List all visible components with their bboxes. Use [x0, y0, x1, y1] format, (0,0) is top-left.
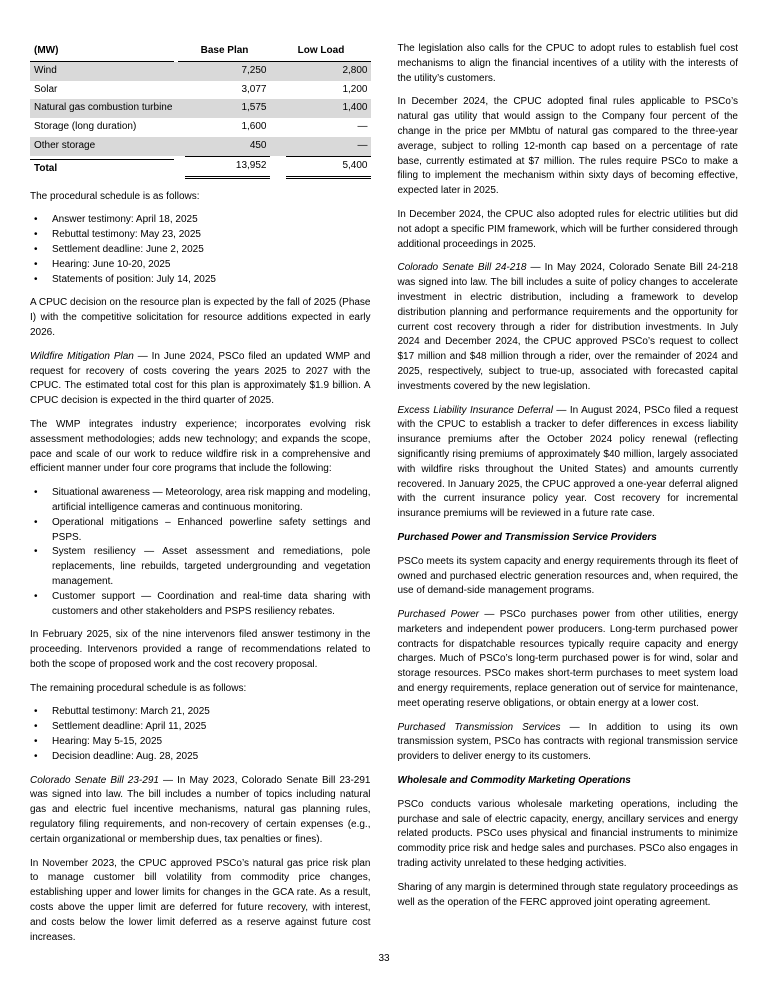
- bullet-item: • Hearing: June 10-20, 2025: [30, 258, 371, 273]
- table-row: [30, 137, 371, 156]
- row-value: —: [357, 121, 368, 133]
- paragraph: [398, 404, 739, 522]
- paragraph-lead: Wildfire Mitigation Plan: [30, 350, 134, 362]
- paragraph: The WMP integrates industry experience; incorporates evolving risk assessment methodologies; adds new technology; and expands the scope, pace and scale of our work to reduce wildfire risk in a comprehensive and efficient manner under four core programs that include the following:: [30, 418, 371, 475]
- row-label-cell: [30, 81, 178, 100]
- paragraph: [30, 350, 371, 409]
- bullet-item: • Operational mitigations – Enhanced powerline safety settings and PSPS.: [30, 516, 371, 546]
- paragraph: PSCo meets its system capacity and energy requirements through its fleet of owned and purchased electric generation resources and, when required, the use of demand-side management programs.: [397, 555, 738, 597]
- paragraph-text: — In May 2023, Colorado Senate Bill 23-291 was signed into law. The bill includes a number of topics including natural gas and electric fuel incentive mechanisms, natural gas planning rules, regulatory filing requirements, and non-recovery of certain expenses (e.g., certain organizational or membership dues, tax penalties or fines).: [30, 774, 371, 845]
- paragraph: In December 2024, the CPUC also adopted rules for electric utilities but did not adopt a specific PIM framework, which will be further considered through additional proceedings in 2025.: [397, 208, 738, 250]
- bullet-item: • Statements of position: July 14, 2025: [30, 273, 371, 288]
- row-value: 1,200: [342, 83, 368, 95]
- row-label: Natural gas combustion turbine: [34, 102, 173, 114]
- paragraph: [398, 721, 739, 765]
- bullet-item: • Situational awareness — Meteorology, area risk mapping and modeling, artificial intelligence cameras and continuous monitoring.: [30, 486, 371, 516]
- left-column: [30, 42, 371, 954]
- total-value: 5,400: [286, 156, 371, 179]
- paragraph-lead: Colorado Senate Bill 24-218: [397, 262, 527, 274]
- paragraph-lead: Excess Liability Insurance Deferral: [397, 404, 553, 416]
- bullet-item: • Hearing: May 5-15, 2025: [30, 735, 371, 750]
- row-label-cell: [30, 137, 178, 156]
- capacity-table: [30, 42, 371, 179]
- paragraph: In February 2025, six of the nine intervenors filed answer testimony in the proceeding. Intervenors provided a range of recommendations related to both the scope of proposed work and the cost recovery proposal.: [30, 629, 371, 670]
- bullet-list: [30, 705, 371, 764]
- column-header-label: (MW): [30, 42, 174, 62]
- column-header: [270, 42, 371, 62]
- row-value-cell: [270, 118, 371, 137]
- row-value-cell: [270, 99, 371, 118]
- bullet-item: • Decision deadline: Aug. 28, 2025: [30, 750, 371, 765]
- row-label: Wind: [34, 64, 57, 76]
- row-value: —: [357, 139, 368, 151]
- row-value: 450: [249, 139, 267, 151]
- total-value-cell: [270, 156, 371, 179]
- total-label: Total: [30, 159, 174, 179]
- row-value-cell: [178, 137, 270, 156]
- paragraph-text: — PSCo purchases power from other utilities, energy marketers and independent power producers. Long-term purchased power contracts for dispatchable resources typically require capacity and energy charges. Much of PSCo’s long-term purchased power is for wind, solar and storage resources. PSCo makes short-term purchases to meet system load and energy requirements, replace generation out of service for maintenance, meet operating reserve obligations, or obtain energy at a lower cost.: [397, 609, 739, 709]
- row-value-cell: [270, 62, 371, 81]
- page-footer: [0, 952, 768, 967]
- paragraph: PSCo conducts various wholesale marketing operations, including the purchase and sale of electric capacity, energy, ancillary services and energy related products. PSCo uses physical and financial instruments to minimize commodity price risk and hedge sales and purchases. PSCo also engages in trading activity unrelated to these hedging activities.: [397, 798, 738, 870]
- bullet-list: [30, 486, 371, 619]
- page-number: 33: [378, 953, 390, 965]
- paragraph-lead: Purchased Power: [397, 609, 480, 621]
- total-value: 13,952: [185, 156, 270, 179]
- table-row: [30, 81, 371, 100]
- right-column: [398, 42, 739, 954]
- paragraph: Sharing of any margin is determined through state regulatory proceedings as well as the operation of the FERC approved joint operating agreement.: [397, 881, 738, 908]
- row-value-cell: [270, 137, 371, 156]
- row-value-cell: [270, 81, 371, 100]
- paragraph-text: — In May 2024, Colorado Senate Bill 24-218 was signed into law. The bill includes a suite of policy changes to accelerate investment in electric distribution, including a framework to develop distribution planning and performance requirements and the opportunity for current cost recovery through a rider for distribution investments. In July 2024 and December 2024, the CPUC approved PSCo’s request to collect $17 million and $48 million through a rider, over the remainder of 2024 and 2025, respectively, subject to true-up, associated with forecasted capital investments covered by the new legislation.: [397, 262, 738, 392]
- paragraph: In December 2024, the CPUC adopted final rules applicable to PSCo’s natural gas utility that would assign to the Company four percent of the change in the price per MMbtu of natural gas compared to the three-year average, subject to rolling 12-month cap based on a percentage of rate base, currently estimated at $7 million. The rules require PSCo to make a filing to implement the mechanism within sixty days of becoming effective, expected later in 2025.: [397, 96, 738, 197]
- row-value-cell: [178, 62, 270, 81]
- row-value-cell: [178, 99, 270, 118]
- total-label-cell: [30, 156, 178, 179]
- paragraph-text: — In August 2024, PSCo filed a request with the CPUC to establish a tracker to defer differences in excess liability insurance premiums after the October 2024 policy renewal (reflecting significantly rising premiums of approximately $40 million, largely associated with wildfire risks throughout the United States) and amounts currently recovered. In January 2025, the CPUC approved a one-year deferral aligned with the current insurance policy year. Cost recovery for incremental insurance premiums will be reviewed in a future rate case.: [397, 404, 738, 520]
- table-row: [30, 99, 371, 118]
- row-label: Solar: [34, 83, 58, 95]
- row-value: 3,077: [241, 83, 267, 95]
- bullet-item: • Settlement deadline: June 2, 2025: [30, 243, 371, 258]
- paragraph: [398, 261, 739, 394]
- bullet-item: • Rebuttal testimony: May 23, 2025: [30, 228, 371, 243]
- paragraph-text: — In June 2024, PSCo filed an updated WMP and request for recovery of costs covering the years 2025 to 2027 with the CPUC. The estimated total cost for this plan is approximately $1.9 billion. A CPUC decision is expected in the third quarter of 2025.: [30, 350, 371, 407]
- paragraph-text: — In addition to using its own transmission system, PSCo has contracts with regional transmission service providers to deliver energy to its customers.: [397, 721, 738, 763]
- column-header: [30, 42, 178, 62]
- row-label: Storage (long duration): [34, 121, 137, 133]
- bullet-item: • Answer testimony: April 18, 2025: [30, 213, 371, 228]
- table-head: [30, 42, 371, 62]
- table-body: [30, 62, 371, 179]
- paragraph: The remaining procedural schedule is as follows:: [30, 682, 247, 694]
- paragraph: In November 2023, the CPUC approved PSCo’s natural gas price risk plan to manage customer bill volatility from commodity price changes, establishing upper and lower limits for changes in the GCA rate. As a result, costs above the upper limit are deferred for future recovery, with interest, and costs below the lower limit deferred as a reserve against future cost increases.: [30, 857, 371, 943]
- paragraph: [398, 608, 739, 712]
- paragraph: The procedural schedule is as follows:: [30, 190, 200, 202]
- row-value: 1,400: [342, 102, 368, 114]
- bullet-item: • Rebuttal testimony: March 21, 2025: [30, 705, 371, 720]
- row-value-cell: [178, 118, 270, 137]
- row-label-cell: [30, 118, 178, 137]
- table-row: [30, 62, 371, 81]
- paragraph: [30, 774, 371, 848]
- table-header-row: [30, 42, 371, 62]
- row-label-cell: [30, 62, 178, 81]
- row-label: Other storage: [34, 139, 96, 151]
- bullet-item: • System resiliency — Asset assessment and remediations, pole replacements, line rebuilds, targeted undergrounding and vegetation management.: [30, 545, 371, 589]
- row-label-cell: [30, 99, 178, 118]
- column-header-label: Base Plan: [178, 42, 270, 62]
- total-value-cell: [178, 156, 270, 179]
- row-value: 1,575: [241, 102, 267, 114]
- column-header-label: Low Load: [270, 42, 371, 62]
- paragraph: The legislation also calls for the CPUC to adopt rules to establish fuel cost mechanisms to align the financial incentives of a utility with the interests of the utility’s customers.: [397, 43, 738, 84]
- section-heading: Wholesale and Commodity Marketing Operations: [397, 775, 631, 787]
- row-value: 1,600: [241, 121, 267, 133]
- row-value-cell: [178, 81, 270, 100]
- table-row: [30, 118, 371, 137]
- paragraph-lead: Purchased Transmission Services: [397, 721, 561, 733]
- section-heading: Purchased Power and Transmission Service Providers: [397, 531, 657, 543]
- bullet-item: • Settlement deadline: April 11, 2025: [30, 720, 371, 735]
- column-header: [178, 42, 270, 62]
- bullet-list: [30, 213, 371, 287]
- paragraph: A CPUC decision on the resource plan is expected by the fall of 2025 (Phase I) with the competitive solicitation for resource additions expected in early 2026.: [30, 297, 371, 338]
- row-value: 2,800: [342, 64, 368, 76]
- row-value: 7,250: [241, 64, 267, 76]
- paragraph-lead: Colorado Senate Bill 23-291: [30, 774, 159, 786]
- table-total-row: [30, 156, 371, 179]
- bullet-item: • Customer support — Coordination and real-time data sharing with customers and other stakeholders and PSPS resiliency rebates.: [30, 590, 371, 620]
